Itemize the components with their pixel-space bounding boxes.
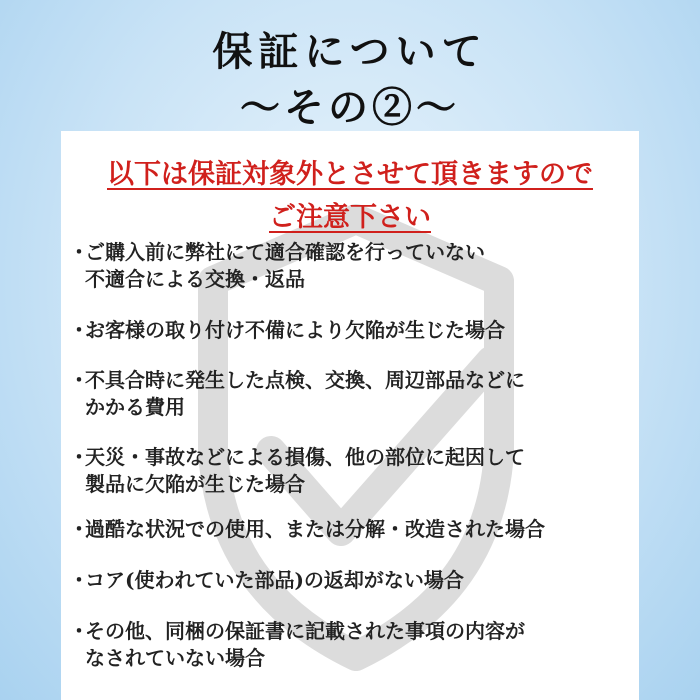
- list-item-text: その他、同梱の保証書に記載された事項の内容が なされていない場合: [85, 619, 525, 670]
- list-item-text: 過酷な状況での使用、または分解・改造された場合: [85, 517, 545, 541]
- list-item-text: 不具合時に発生した点検、交換、周辺部品などに かかる費用: [85, 368, 525, 419]
- content-card: [61, 131, 639, 700]
- list-item: [69, 367, 629, 421]
- bullet: ・: [69, 619, 89, 643]
- exclusion-list: [61, 131, 639, 700]
- page-title: 保証について: [212, 28, 488, 75]
- bullet: ・: [69, 517, 89, 541]
- list-item: [69, 567, 629, 594]
- list-item: [69, 618, 629, 672]
- list-item: [69, 516, 629, 543]
- notice-line-1: 以下は保証対象外とさせて頂きますので: [107, 159, 593, 190]
- page-subtitle: 〜その②〜: [240, 84, 460, 131]
- bullet: ・: [69, 240, 89, 264]
- notice-line-2: ご注意下さい: [269, 202, 431, 233]
- list-item-text: ご購入前に弊社にて適合確認を行っていない 不適合による交換・返品: [85, 240, 485, 291]
- list-item-text: お客様の取り付け不備により欠陥が生じた場合: [85, 318, 505, 342]
- list-item: [69, 444, 629, 498]
- list-item: [69, 239, 629, 293]
- bullet: ・: [69, 368, 89, 392]
- list-item-text: 天災・事故などによる損傷、他の部位に起因して 製品に欠陥が生じた場合: [85, 445, 525, 496]
- bullet: ・: [69, 568, 89, 592]
- bullet: ・: [69, 445, 89, 469]
- list-item: [69, 317, 629, 344]
- bullet: ・: [69, 318, 89, 342]
- list-item-text: コア(使われていた部品)の返却がない場合: [85, 568, 464, 592]
